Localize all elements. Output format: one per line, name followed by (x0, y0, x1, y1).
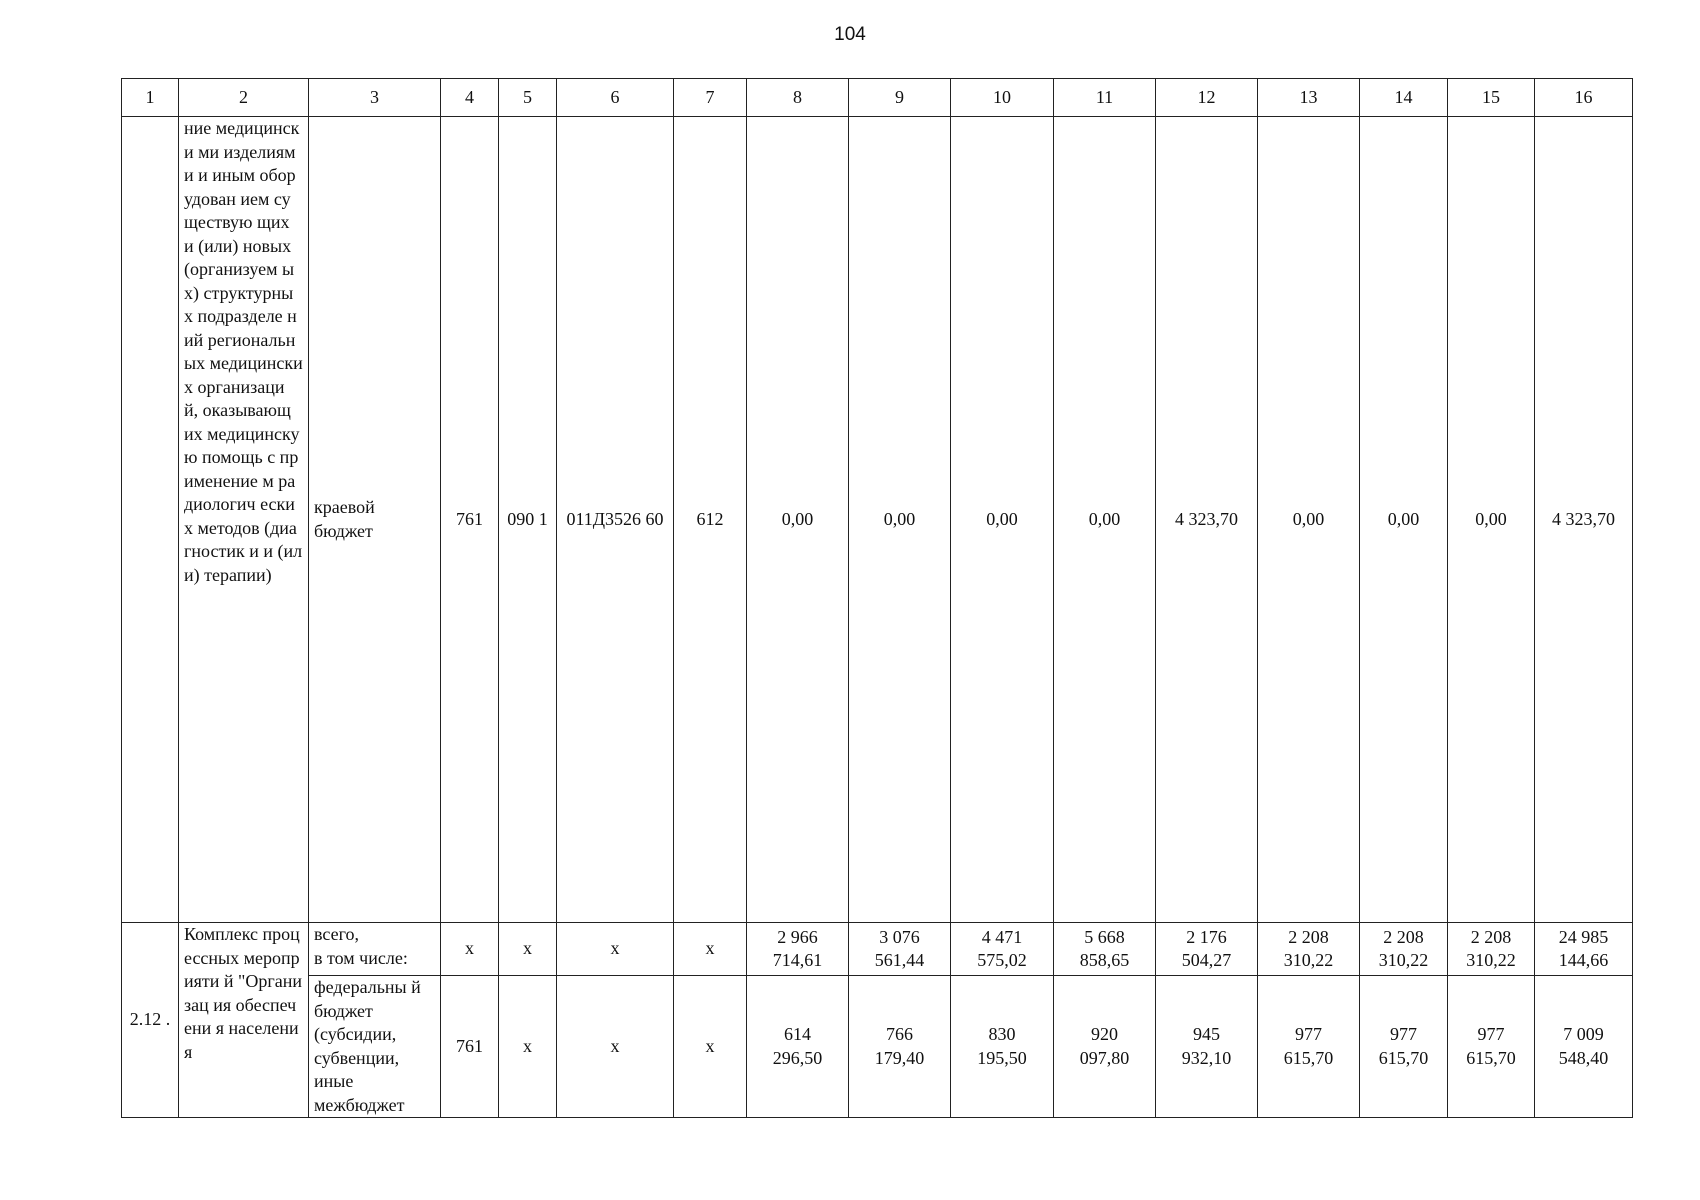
value-cell: 0,00 (849, 117, 951, 923)
value-cell: 977 615,70 (1360, 976, 1448, 1118)
value-cell: 7 009 548,40 (1535, 976, 1633, 1118)
value-cell: 2 208 310,22 (1258, 923, 1360, 976)
table-row-federal (122, 976, 1633, 1118)
column-header: 13 (1258, 79, 1360, 117)
value-cell: 3 076 561,44 (849, 923, 951, 976)
code-cell: х (557, 923, 674, 976)
funding-source-cell: всего, в том числе: (309, 923, 441, 976)
code-cell: 090 1 (499, 117, 557, 923)
table-row (122, 117, 1633, 923)
code-cell: х (674, 976, 747, 1118)
value-cell: 5 668 858,65 (1054, 923, 1156, 976)
value-cell: 4 323,70 (1156, 117, 1258, 923)
column-header: 11 (1054, 79, 1156, 117)
code-cell: 761 (441, 976, 499, 1118)
value-cell: 766 179,40 (849, 976, 951, 1118)
code-cell: х (441, 923, 499, 976)
column-header: 6 (557, 79, 674, 117)
event-name-cell: Комплекс процессных мероприяти й "Организац ия обеспечени я населения (179, 923, 309, 1118)
column-header: 7 (674, 79, 747, 117)
column-header: 3 (309, 79, 441, 117)
column-header: 12 (1156, 79, 1258, 117)
table-row-total (122, 923, 1633, 976)
value-cell: 977 615,70 (1258, 976, 1360, 1118)
value-cell: 0,00 (747, 117, 849, 923)
value-cell: 945 932,10 (1156, 976, 1258, 1118)
budget-table (121, 78, 1633, 1118)
code-cell: 612 (674, 117, 747, 923)
column-header: 15 (1448, 79, 1535, 117)
column-header: 8 (747, 79, 849, 117)
value-cell: 2 176 504,27 (1156, 923, 1258, 976)
code-cell: х (557, 976, 674, 1118)
code-cell: х (674, 923, 747, 976)
value-cell: 2 966 714,61 (747, 923, 849, 976)
value-cell: 920 097,80 (1054, 976, 1156, 1118)
code-cell: х (499, 976, 557, 1118)
column-header: 16 (1535, 79, 1633, 117)
value-cell: 24 985 144,66 (1535, 923, 1633, 976)
value-cell: 2 208 310,22 (1448, 923, 1535, 976)
column-header: 1 (122, 79, 179, 117)
code-cell: 011Д3526 60 (557, 117, 674, 923)
code-cell: 761 (441, 117, 499, 923)
funding-source-cell: федеральны й бюджет (субсидии, субвенции, иные межбюджет (309, 976, 441, 1118)
funding-source-cell: краевой бюджет (309, 117, 441, 923)
column-header-row (122, 79, 1633, 117)
value-cell: 2 208 310,22 (1360, 923, 1448, 976)
code-cell: х (499, 923, 557, 976)
column-header: 14 (1360, 79, 1448, 117)
value-cell: 0,00 (1258, 117, 1360, 923)
value-cell: 830 195,50 (951, 976, 1054, 1118)
value-cell: 0,00 (1448, 117, 1535, 923)
column-header: 2 (179, 79, 309, 117)
column-header: 9 (849, 79, 951, 117)
value-cell: 0,00 (1360, 117, 1448, 923)
value-cell: 0,00 (951, 117, 1054, 923)
row-number-cell (122, 117, 179, 923)
value-cell: 4 471 575,02 (951, 923, 1054, 976)
value-cell: 977 615,70 (1448, 976, 1535, 1118)
column-header: 10 (951, 79, 1054, 117)
value-cell: 4 323,70 (1535, 117, 1633, 923)
page-number: 104 (834, 24, 866, 45)
column-header: 5 (499, 79, 557, 117)
value-cell: 0,00 (1054, 117, 1156, 923)
value-cell: 614 296,50 (747, 976, 849, 1118)
row-number-cell: 2.12 . (122, 923, 179, 1118)
column-header: 4 (441, 79, 499, 117)
event-name-cell: ние медицински ми изделиями и иным оборудован ием существую щих и (или) новых (организуем ых) структурны х подразделе ний региональн ых медицински х организаци й, оказывающ их медицинску ю помощь с применение м радиологич еских методов (диагностик и и (или) терапии) (179, 117, 309, 923)
